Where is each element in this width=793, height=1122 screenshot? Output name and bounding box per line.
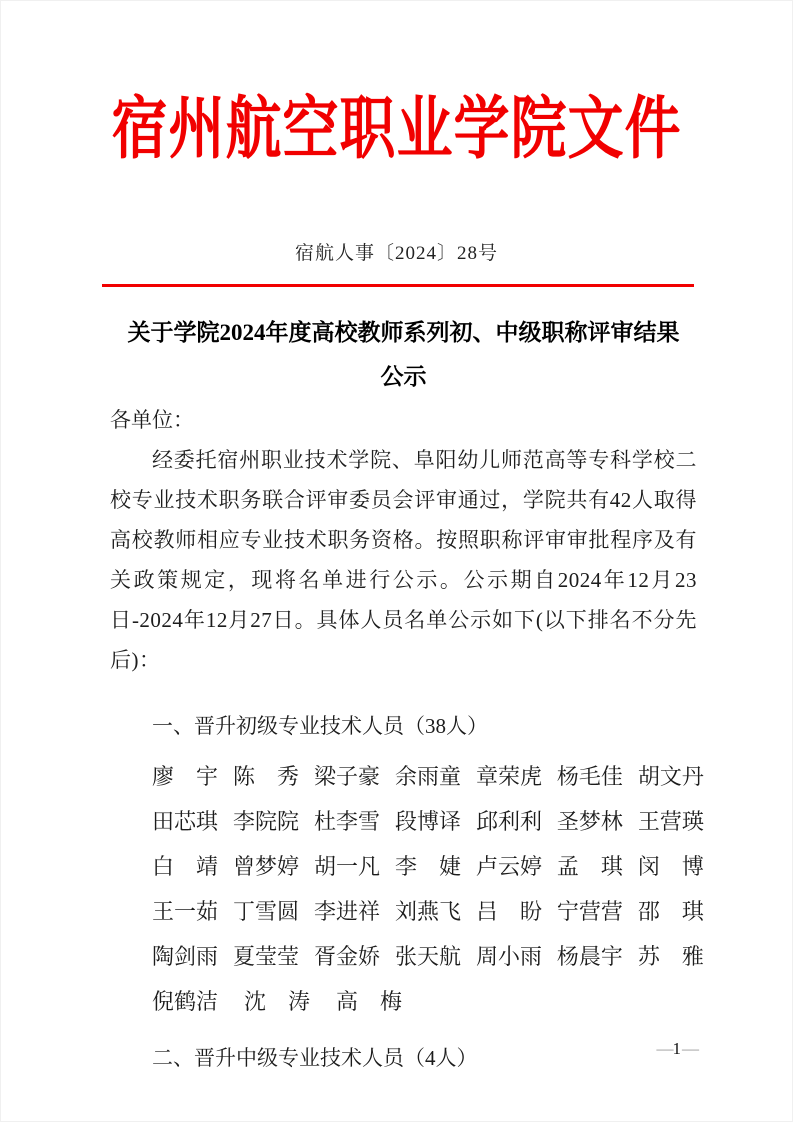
person-name: 陈 秀 bbox=[232, 764, 299, 789]
person-name: 杜李雪 bbox=[313, 809, 380, 834]
person-name: 陶剑雨 bbox=[152, 944, 219, 969]
person-name: 卢云婷 bbox=[475, 854, 542, 879]
person-name: 李进祥 bbox=[313, 899, 380, 924]
person-name: 章荣虎 bbox=[475, 764, 542, 789]
person-name: 梁子豪 bbox=[313, 764, 380, 789]
name-row-1 bbox=[152, 757, 704, 797]
person-name: 王一茹 bbox=[152, 899, 219, 924]
name-row-5 bbox=[152, 937, 704, 977]
person-name: 胡文丹 bbox=[637, 764, 704, 789]
person-name: 刘燕飞 bbox=[394, 899, 461, 924]
person-name: 圣梦林 bbox=[556, 809, 623, 834]
person-name: 胡一凡 bbox=[313, 854, 380, 879]
section-heading-junior: 一、晋升初级专业技术人员（38人） bbox=[152, 714, 488, 738]
document-title-line2: 公示 bbox=[380, 364, 427, 389]
person-name: 周小雨 bbox=[475, 944, 542, 969]
person-name: 邵 琪 bbox=[637, 899, 704, 924]
person-name: 张天航 bbox=[394, 944, 461, 969]
name-row-6 bbox=[152, 982, 704, 1022]
person-name: 王营瑛 bbox=[637, 809, 704, 834]
person-name: 廖 宇 bbox=[152, 764, 219, 789]
name-row-2 bbox=[152, 802, 704, 842]
salutation: 各单位： bbox=[110, 408, 194, 432]
person-name: 杨晨宇 bbox=[556, 944, 623, 969]
person-name: 杨毛佳 bbox=[556, 764, 623, 789]
person-name: 夏莹莹 bbox=[232, 944, 299, 969]
person-name: 邱利利 bbox=[475, 809, 542, 834]
name-row-4 bbox=[152, 892, 704, 932]
person-name: 沈 涛 bbox=[244, 989, 311, 1014]
page-number bbox=[657, 1038, 698, 1060]
person-name: 李院院 bbox=[232, 809, 299, 834]
person-name: 吕 盼 bbox=[475, 899, 542, 924]
person-name: 曾梦婷 bbox=[232, 854, 299, 879]
person-name: 胥金娇 bbox=[313, 944, 380, 969]
document-number: 宿航人事〔2024〕28号 bbox=[294, 243, 498, 264]
red-separator-line bbox=[102, 284, 694, 287]
person-name: 孟 琪 bbox=[556, 854, 623, 879]
person-name: 余雨童 bbox=[394, 764, 461, 789]
body-paragraph: 经委托宿州职业技术学院、阜阳幼儿师范高等专科学校二校专业技术职务联合评审委员会评审通过，学院共有42人取得高校教师相应专业技术职务资格。按照职称评审审批程序及有关政策规定，现将名单进行公示。公示期自2024年12月23日-2024年12月27日。具体人员名单公示如下(以下排名不分先后)： bbox=[110, 448, 697, 672]
person-name: 倪鹤洁 bbox=[152, 989, 219, 1014]
person-name: 宁营营 bbox=[556, 899, 623, 924]
person-name: 苏 雅 bbox=[637, 944, 704, 969]
person-name: 李 婕 bbox=[394, 854, 461, 879]
person-name: 田芯琪 bbox=[152, 809, 219, 834]
document-title-line1: 关于学院2024年度高校教师系列初、中级职称评审结果 bbox=[127, 320, 680, 345]
name-row-3 bbox=[152, 847, 704, 887]
person-name: 闵 博 bbox=[637, 854, 704, 879]
letterhead-title: 宿州航空职业学院文件 bbox=[111, 92, 682, 168]
name-list bbox=[0, 757, 793, 1022]
person-name: 段博译 bbox=[394, 809, 461, 834]
person-name: 白 靖 bbox=[152, 854, 219, 879]
document-title bbox=[110, 311, 697, 399]
page-number-dash-right: — bbox=[682, 1039, 697, 1058]
person-name: 丁雪圆 bbox=[232, 899, 299, 924]
page-number-value: 1 bbox=[672, 1039, 681, 1058]
section-heading-intermediate: 二、晋升中级专业技术人员（4人） bbox=[152, 1046, 478, 1070]
page-number-dash-left: — bbox=[656, 1039, 672, 1058]
person-name: 高 梅 bbox=[336, 989, 403, 1014]
